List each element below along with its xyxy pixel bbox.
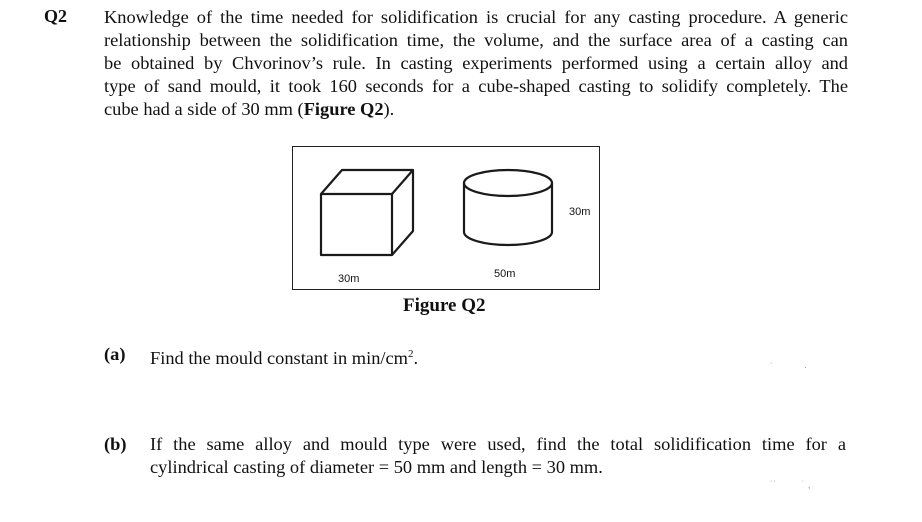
part-b-tag: (b) [104,434,127,454]
intro-line: be obtained by Chvorinov’s rule. In casting experiments performed using a certain alloy and [104,53,848,73]
figure-drawing [293,147,601,291]
cube-side-label: 30m [338,273,360,285]
part-a-text-suffix: . [413,348,419,369]
scan-specks: ˙ · [770,362,808,373]
part-b-text [150,433,846,479]
part-b-line: If the same alloy and mould type were used, find the total solidification time for a [150,434,846,454]
intro-line: Knowledge of the time needed for solidification is crucial for any casting procedure. A generic [104,7,848,27]
part-a-text-prefix: Find the mould constant in min/cm [150,348,408,369]
cylinder-bottom-arc [464,232,552,245]
intro-line-last [104,98,848,121]
cube-drawing [321,170,413,255]
cylinder-top-ellipse [464,170,552,196]
figure-caption: Figure Q2 [403,295,486,316]
intro-last-suffix: ). [383,99,395,119]
question-number: Q2 [44,6,68,26]
cylinder-height-label: 30m [569,206,591,218]
cylinder-diameter-label: 50m [494,268,516,280]
figure-q2 [292,146,600,290]
cube-front-face [321,194,392,255]
part-a-text [150,343,418,370]
cylinder-drawing [464,170,552,245]
part-a-superscript: 2 [407,348,414,360]
part-a-tag: (a) [104,344,126,364]
intro-last-prefix: cube had a side of 30 mm ( [104,99,304,119]
figure-reference: Figure Q2 [303,99,384,119]
part-b-line: cylindrical casting of diameter = 50 mm and length = 30 mm. [150,457,603,477]
intro-line: relationship between the solidification time, the volume, and the surface area of a casting can [104,30,848,50]
cube-top-face [321,170,413,194]
scan-specks: ˙˙ ˙ , [770,480,811,491]
intro-line: type of sand mould, it took 160 seconds for a cube-shaped casting to solidify completely. The [104,76,848,96]
question-intro [104,6,848,121]
